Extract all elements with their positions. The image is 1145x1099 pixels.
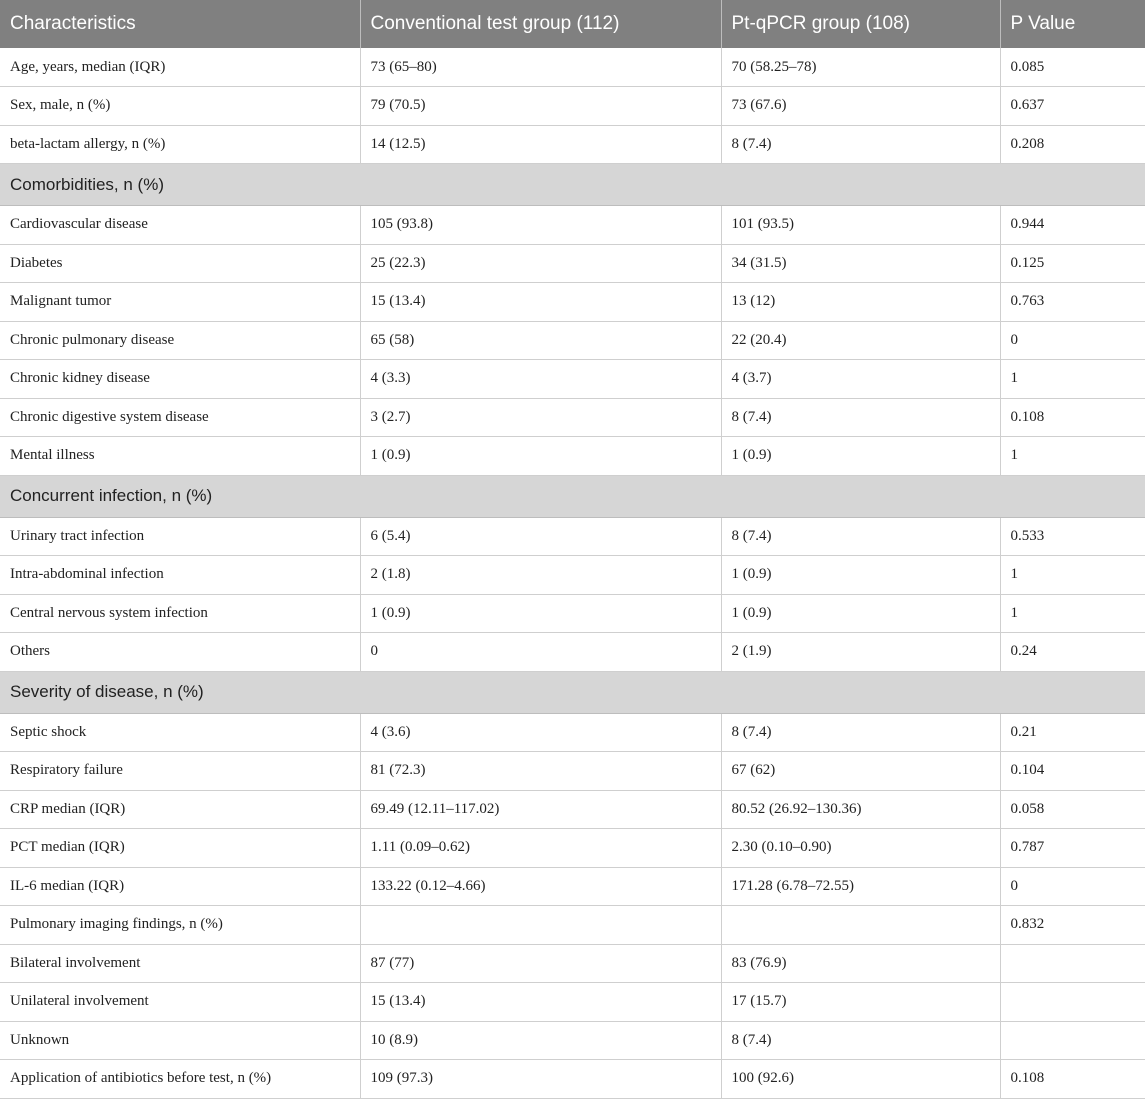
- conventional-value: 14 (12.5): [360, 125, 721, 164]
- table-row: [0, 437, 1145, 476]
- p-value: 0.637: [1000, 87, 1145, 126]
- table-header: [0, 0, 1145, 48]
- table-row: [0, 360, 1145, 399]
- row-label: Sex, male, n (%): [0, 87, 360, 126]
- p-value: 1: [1000, 437, 1145, 476]
- ptqpcr-value: 34 (31.5): [721, 244, 1000, 283]
- table-row: [0, 321, 1145, 360]
- conventional-value: 10 (8.9): [360, 1021, 721, 1060]
- ptqpcr-value: 1 (0.9): [721, 594, 1000, 633]
- row-label: Chronic kidney disease: [0, 360, 360, 399]
- ptqpcr-value: 8 (7.4): [721, 713, 1000, 752]
- table-row: [0, 594, 1145, 633]
- row-label: Urinary tract infection: [0, 517, 360, 556]
- conventional-value: 4 (3.3): [360, 360, 721, 399]
- table-row: [0, 633, 1145, 672]
- ptqpcr-value: 67 (62): [721, 752, 1000, 791]
- conventional-value: 105 (93.8): [360, 206, 721, 245]
- section-row: [0, 164, 1145, 206]
- section-row: [0, 671, 1145, 713]
- conventional-value: 3 (2.7): [360, 398, 721, 437]
- conventional-value: 2 (1.8): [360, 556, 721, 595]
- ptqpcr-value: 13 (12): [721, 283, 1000, 322]
- table-row: [0, 790, 1145, 829]
- section-title: Comorbidities, n (%): [0, 164, 1145, 206]
- p-value: 1: [1000, 556, 1145, 595]
- row-label: PCT median (IQR): [0, 829, 360, 868]
- conventional-value: 109 (97.3): [360, 1060, 721, 1099]
- ptqpcr-value: 8 (7.4): [721, 125, 1000, 164]
- p-value: [1000, 944, 1145, 983]
- p-value: 0.058: [1000, 790, 1145, 829]
- table-row: [0, 206, 1145, 245]
- ptqpcr-value: 22 (20.4): [721, 321, 1000, 360]
- row-label: Malignant tumor: [0, 283, 360, 322]
- header-conventional-group: Conventional test group (112): [360, 0, 721, 48]
- conventional-value: 133.22 (0.12–4.66): [360, 867, 721, 906]
- row-label: Diabetes: [0, 244, 360, 283]
- conventional-value: 1.11 (0.09–0.62): [360, 829, 721, 868]
- row-label: Cardiovascular disease: [0, 206, 360, 245]
- row-label: beta-lactam allergy, n (%): [0, 125, 360, 164]
- ptqpcr-value: 171.28 (6.78–72.55): [721, 867, 1000, 906]
- ptqpcr-value: 17 (15.7): [721, 983, 1000, 1022]
- conventional-value: 65 (58): [360, 321, 721, 360]
- ptqpcr-value: 100 (92.6): [721, 1060, 1000, 1099]
- row-label: Septic shock: [0, 713, 360, 752]
- ptqpcr-value: 2.30 (0.10–0.90): [721, 829, 1000, 868]
- p-value: 0.832: [1000, 906, 1145, 945]
- ptqpcr-value: 4 (3.7): [721, 360, 1000, 399]
- row-label: IL-6 median (IQR): [0, 867, 360, 906]
- table-body: [0, 48, 1145, 1098]
- table-row: [0, 87, 1145, 126]
- conventional-value: 25 (22.3): [360, 244, 721, 283]
- table-row: [0, 1060, 1145, 1099]
- p-value: 0.763: [1000, 283, 1145, 322]
- ptqpcr-value: 8 (7.4): [721, 517, 1000, 556]
- p-value: 1: [1000, 360, 1145, 399]
- table-row: [0, 944, 1145, 983]
- conventional-value: 79 (70.5): [360, 87, 721, 126]
- row-label: Unilateral involvement: [0, 983, 360, 1022]
- conventional-value: 87 (77): [360, 944, 721, 983]
- ptqpcr-value: 8 (7.4): [721, 398, 1000, 437]
- header-ptqpcr-group: Pt-qPCR group (108): [721, 0, 1000, 48]
- p-value: 0.208: [1000, 125, 1145, 164]
- table-row: [0, 398, 1145, 437]
- table-row: [0, 283, 1145, 322]
- conventional-value: 4 (3.6): [360, 713, 721, 752]
- table-row: [0, 556, 1145, 595]
- ptqpcr-value: 1 (0.9): [721, 556, 1000, 595]
- table-row: [0, 713, 1145, 752]
- p-value: [1000, 1021, 1145, 1060]
- table-row: [0, 244, 1145, 283]
- p-value: 0.108: [1000, 1060, 1145, 1099]
- p-value: 1: [1000, 594, 1145, 633]
- table-row: [0, 517, 1145, 556]
- conventional-value: 73 (65–80): [360, 48, 721, 87]
- row-label: Unknown: [0, 1021, 360, 1060]
- table-row: [0, 48, 1145, 87]
- conventional-value: 15 (13.4): [360, 983, 721, 1022]
- conventional-value: 1 (0.9): [360, 437, 721, 476]
- section-title: Concurrent infection, n (%): [0, 475, 1145, 517]
- row-label: Chronic digestive system disease: [0, 398, 360, 437]
- p-value: 0.108: [1000, 398, 1145, 437]
- p-value: 0.104: [1000, 752, 1145, 791]
- p-value: 0.533: [1000, 517, 1145, 556]
- conventional-value: 1 (0.9): [360, 594, 721, 633]
- conventional-value: 81 (72.3): [360, 752, 721, 791]
- row-label: Bilateral involvement: [0, 944, 360, 983]
- ptqpcr-value: 8 (7.4): [721, 1021, 1000, 1060]
- table-row: [0, 983, 1145, 1022]
- p-value: 0.787: [1000, 829, 1145, 868]
- row-label: Others: [0, 633, 360, 672]
- ptqpcr-value: 1 (0.9): [721, 437, 1000, 476]
- conventional-value: 0: [360, 633, 721, 672]
- ptqpcr-value: 70 (58.25–78): [721, 48, 1000, 87]
- header-characteristics: Characteristics: [0, 0, 360, 48]
- row-label: Intra-abdominal infection: [0, 556, 360, 595]
- section-title: Severity of disease, n (%): [0, 671, 1145, 713]
- ptqpcr-value: [721, 906, 1000, 945]
- p-value: 0.944: [1000, 206, 1145, 245]
- ptqpcr-value: 2 (1.9): [721, 633, 1000, 672]
- row-label: Pulmonary imaging findings, n (%): [0, 906, 360, 945]
- p-value: [1000, 983, 1145, 1022]
- table-row: [0, 752, 1145, 791]
- row-label: Central nervous system infection: [0, 594, 360, 633]
- p-value: 0: [1000, 867, 1145, 906]
- header-p-value: P Value: [1010, 13, 1076, 34]
- ptqpcr-value: 101 (93.5): [721, 206, 1000, 245]
- table-row: [0, 906, 1145, 945]
- row-label: CRP median (IQR): [0, 790, 360, 829]
- conventional-value: 69.49 (12.11–117.02): [360, 790, 721, 829]
- table-row: [0, 829, 1145, 868]
- conventional-value: 6 (5.4): [360, 517, 721, 556]
- table-row: [0, 1021, 1145, 1060]
- p-value: 0.085: [1000, 48, 1145, 87]
- row-label: Mental illness: [0, 437, 360, 476]
- ptqpcr-value: 80.52 (26.92–130.36): [721, 790, 1000, 829]
- p-value: 0.125: [1000, 244, 1145, 283]
- row-label: Chronic pulmonary disease: [0, 321, 360, 360]
- table-row: [0, 125, 1145, 164]
- p-value: 0.24: [1000, 633, 1145, 672]
- conventional-value: [360, 906, 721, 945]
- row-label: Age, years, median (IQR): [0, 48, 360, 87]
- ptqpcr-value: 73 (67.6): [721, 87, 1000, 126]
- row-label: Respiratory failure: [0, 752, 360, 791]
- table-row: [0, 867, 1145, 906]
- p-value: 0.21: [1000, 713, 1145, 752]
- ptqpcr-value: 83 (76.9): [721, 944, 1000, 983]
- row-label: Application of antibiotics before test, n (%): [0, 1060, 360, 1099]
- p-value: 0: [1000, 321, 1145, 360]
- conventional-value: 15 (13.4): [360, 283, 721, 322]
- header-row: [0, 0, 1145, 48]
- section-row: [0, 475, 1145, 517]
